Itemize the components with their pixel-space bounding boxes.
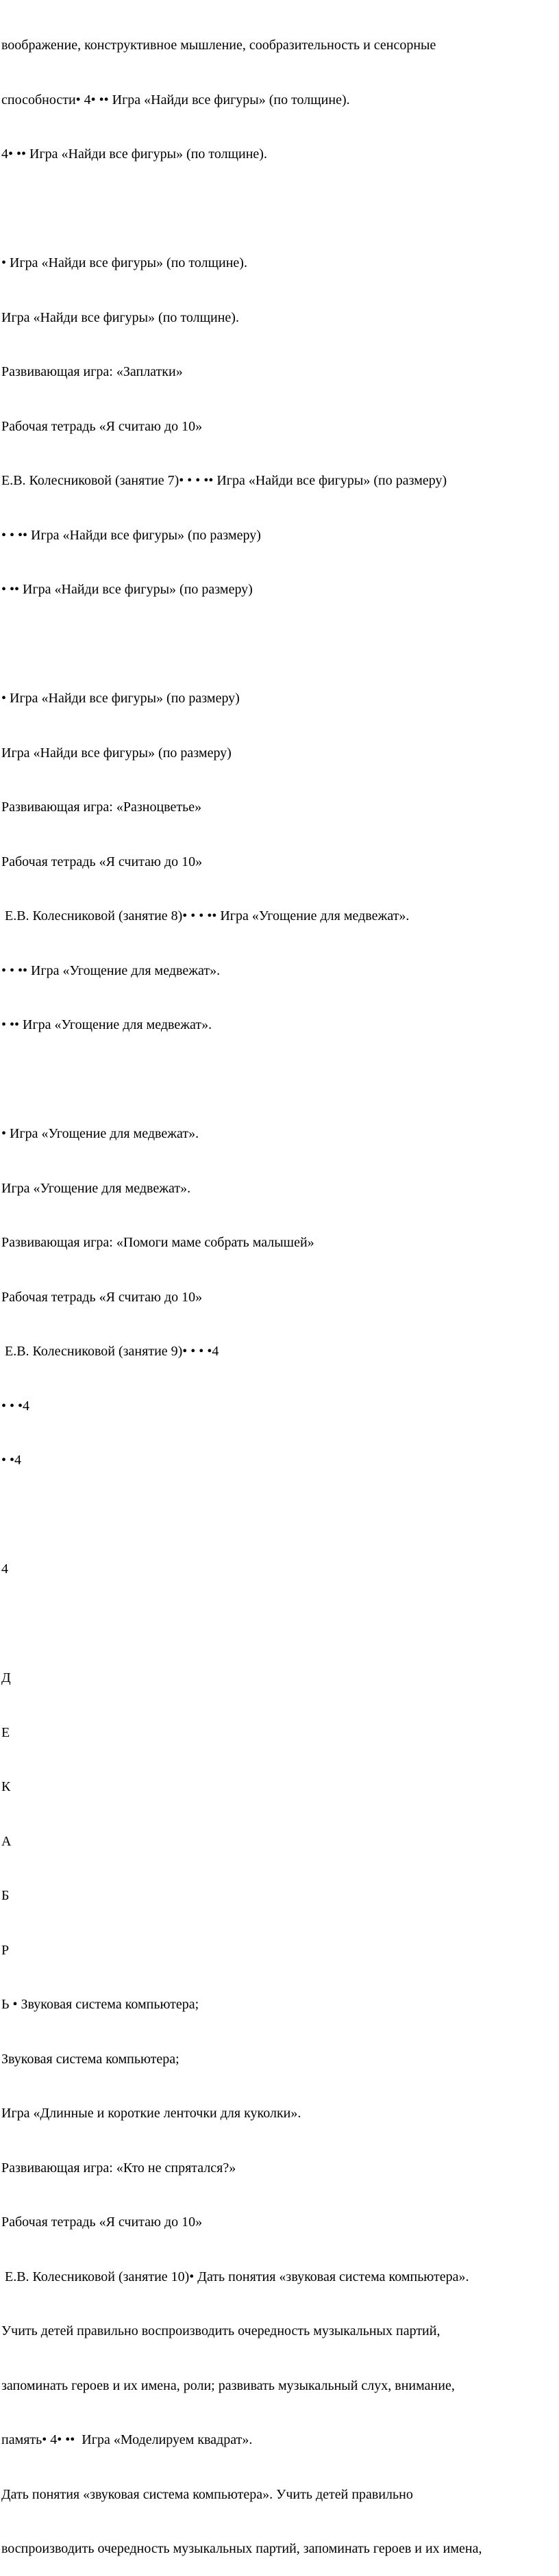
text-line: Е.В. Колесниковой (занятие 10)• Дать понятия «звуковая система компьютера». bbox=[1, 2269, 469, 2284]
text-line: • Игра «Найди все фигуры» (по толщине). bbox=[1, 255, 247, 270]
text-line: • •• Игра «Угощение для медвежат». bbox=[1, 1017, 212, 1032]
text-line: Игра «Найди все фигуры» (по размеру) bbox=[1, 745, 232, 761]
text-line: воспроизводить очередность музыкальных партий, запоминать героев и их имена, bbox=[1, 2541, 482, 2556]
text-line: • Игра «Угощение для медвежат». bbox=[1, 1126, 199, 1141]
vertical-letter: К bbox=[1, 1779, 11, 1794]
text-line: Рабочая тетрадь «Я считаю до 10» bbox=[1, 2215, 203, 2230]
text-line: Рабочая тетрадь «Я считаю до 10» bbox=[1, 854, 203, 869]
text-line: способности• 4• •• Игра «Найди все фигуры» (по толщине). bbox=[1, 92, 350, 107]
text-line: Дать понятия «звуковая система компьютера». Учить детей правильно bbox=[1, 2486, 413, 2502]
text-line: Звуковая система компьютера; bbox=[1, 2051, 179, 2067]
text-line: • •• Игра «Найди все фигуры» (по размеру) bbox=[1, 582, 253, 597]
text-line: Рабочая тетрадь «Я считаю до 10» bbox=[1, 418, 203, 434]
text-line: • • •• Игра «Угощение для медвежат». bbox=[1, 962, 221, 978]
vertical-letter: Д bbox=[1, 1670, 11, 1685]
text-line: Ь • Звуковая система компьютера; bbox=[1, 1997, 199, 2012]
text-line: Развивающая игра: «Заплатки» bbox=[1, 364, 183, 379]
text-line: • •4 bbox=[1, 1453, 22, 1468]
blank-line bbox=[1, 1615, 558, 1633]
text-line: • • •• Игра «Найди все фигуры» (по размеру) bbox=[1, 527, 261, 543]
text-line: 4 bbox=[1, 1561, 8, 1577]
blank-line bbox=[1, 1071, 558, 1089]
text-line: Развивающая игра: «Разноцветье» bbox=[1, 800, 202, 815]
text-line: Игра «Найди все фигуры» (по толщине). bbox=[1, 309, 239, 325]
text-line: Рабочая тетрадь «Я считаю до 10» bbox=[1, 1289, 203, 1305]
text-line: Игра «Угощение для медвежат». bbox=[1, 1180, 191, 1196]
vertical-letter: А bbox=[1, 1833, 12, 1849]
text-line: запоминать героев и их имена, роли; развивать музыкальный слух, внимание, bbox=[1, 2377, 455, 2393]
text-line: воображение, конструктивное мышление, сообразительность и сенсорные bbox=[1, 38, 436, 53]
blank-line bbox=[1, 1506, 558, 1525]
text-line: Игра «Длинные и короткие ленточки для куколки». bbox=[1, 2106, 301, 2121]
text-line: • Игра «Найди все фигуры» (по размеру) bbox=[1, 691, 240, 706]
document-text bbox=[1, 0, 558, 2576]
text-line: 4• •• Игра «Найди все фигуры» (по толщине). bbox=[1, 146, 267, 162]
text-line: Развивающая игра: «Помоги маме собрать малышей» bbox=[1, 1235, 314, 1250]
text-line: Учить детей правильно воспроизводить очередность музыкальных партий, bbox=[1, 2323, 440, 2338]
blank-line bbox=[1, 200, 558, 218]
vertical-letter: Б bbox=[1, 1888, 10, 1903]
text-line: Е.В. Колесниковой (занятие 8)• • • •• Игра «Угощение для медвежат». bbox=[1, 908, 410, 923]
text-line: • • •4 bbox=[1, 1398, 30, 1414]
text-line: Развивающая игра: «Кто не спрятался?» bbox=[1, 2160, 236, 2176]
text-line: Е.В. Колесниковой (занятие 7)• • • •• Игра «Найди все фигуры» (по размеру) bbox=[1, 473, 447, 488]
vertical-letter: Е bbox=[1, 1724, 10, 1740]
text-line: Е.В. Колесниковой (занятие 9)• • • •4 bbox=[1, 1344, 219, 1359]
vertical-letter: Р bbox=[1, 1942, 10, 1958]
text-line: память• 4• •• Игра «Моделируем квадрат». bbox=[1, 2432, 253, 2447]
blank-line bbox=[1, 635, 558, 654]
